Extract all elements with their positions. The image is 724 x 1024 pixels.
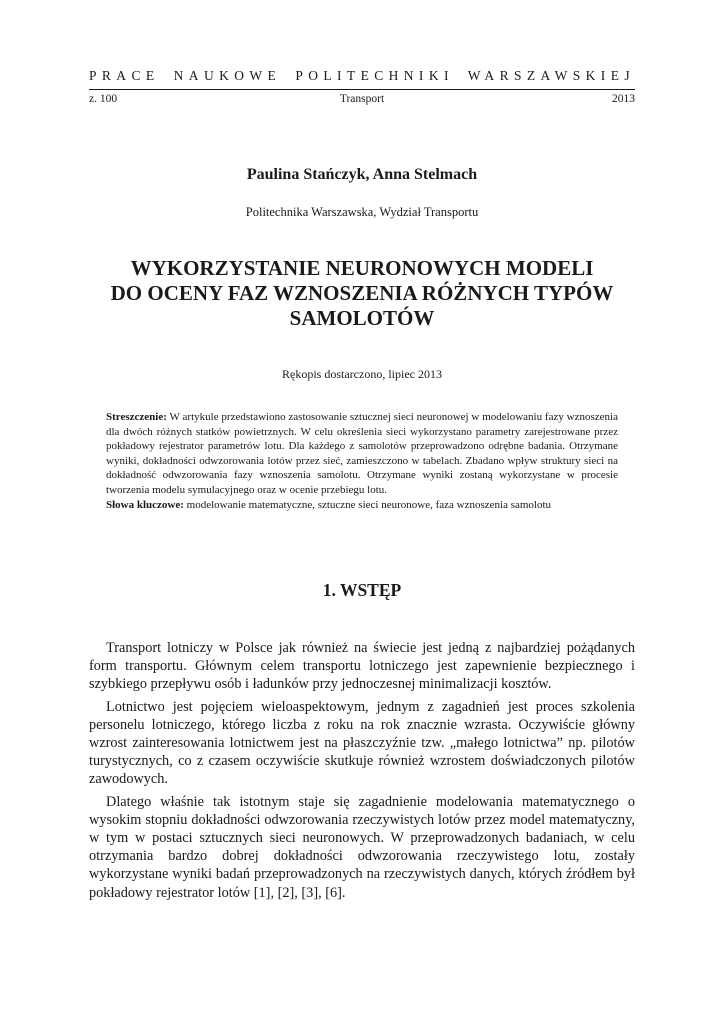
affiliation: Politechnika Warszawska, Wydział Transportu: [245, 205, 479, 219]
keywords-paragraph: [106, 498, 618, 513]
keywords-label: Słowa kluczowe:: [106, 498, 184, 511]
abstract: [106, 410, 618, 512]
abstract-text: W artykule przedstawiono zastosowanie sztucznej sieci neuronowej w modelowaniu fazy wznoszenia dla dwóch różnych statków powietrznych. W celu określenia sieci wykorzystano parametry zarejestrowane przez pokładowy rejestrator parametrów lotu. Dla każdego z samolotów przeprowadzono odrębne badania. Otrzymane wyniki, dokładności odwzorowania lotów przez sieć, zamieszczono w tabelach. Zbadano wpływ struktury sieci na dokładność odwzorowania fazy wznoszenia samolotu. Otrzymane wyniki zostaną wykorzystane w procesie tworzenia modelu symulacyjnego oraz w ocenie przebiegu lotu.: [106, 411, 618, 496]
body-paragraph: Dlatego właśnie tak istotnym staje się zagadnienie modelowania matematycznego o wysokim stopniu dokładności odwzorowania rzeczywistych lotów przez model matematyczny, w tym w postaci sztucznych sieci neuronowych. W przeprowadzonych badaniach, w celu otrzymania bardzo dobrej dokładności odwzorowania rzeczywistego lotu, zostały wykorzystane wyniki badań przeprowadzonych na rzeczywistych danych, których źródłem był pokładowy rejestrator lotów [1], [2], [3], [6].: [89, 793, 635, 901]
section-body: [89, 639, 635, 906]
title-line: WYKORZYSTANIE NEURONOWYCH MODELI: [130, 256, 594, 280]
publication-year: 2013: [612, 93, 635, 105]
title-line: SAMOLOTÓW: [289, 306, 435, 330]
body-paragraph: Lotnictwo jest pojęciem wieloaspektowym, jednym z zagadnień jest proces szkolenia personelu lotniczego, którego liczba z roku na rok znacznie wzrasta. Oczywiście główny wzrost zainteresowania lotnictwem jest na płaszczyźnie tzw. „małego lotnictwa” np. pilotów turystycznych, co z czasem oczywiście skutkuje również wzrostem doświadczonych pilotów zawodowych.: [89, 698, 635, 788]
keywords-text: modelowanie matematyczne, sztuczne sieci neuronowe, faza wznoszenia samolotu: [186, 498, 552, 511]
article-title: [89, 256, 635, 331]
authors: Paulina Stańczyk, Anna Stelmach: [246, 166, 478, 183]
title-line: DO OCENY FAZ WZNOSZENIA RÓŻNYCH TYPÓW: [110, 281, 614, 305]
header-rule: [89, 89, 635, 90]
series-name: Transport: [339, 93, 385, 105]
abstract-label: Streszczenie:: [106, 411, 167, 423]
section-heading: 1. WSTĘP: [322, 580, 402, 600]
volume-number: z. 100: [89, 93, 118, 105]
received-date: Rękopis dostarczono, lipiec 2013: [282, 367, 442, 381]
body-paragraph: Transport lotniczy w Polsce jak również na świecie jest jedną z najbardziej pożądanych form transportu. Głównym celem transportu lotniczego jest zapewnienie bezpiecznego i szybkiego przepływu osób i ładunków przy jednoczesnej minimalizacji kosztów.: [89, 640, 635, 693]
abstract-paragraph: [106, 410, 618, 498]
journal-name: PRACE NAUKOWE POLITECHNIKI WARSZAWSKIEJ: [89, 68, 635, 83]
